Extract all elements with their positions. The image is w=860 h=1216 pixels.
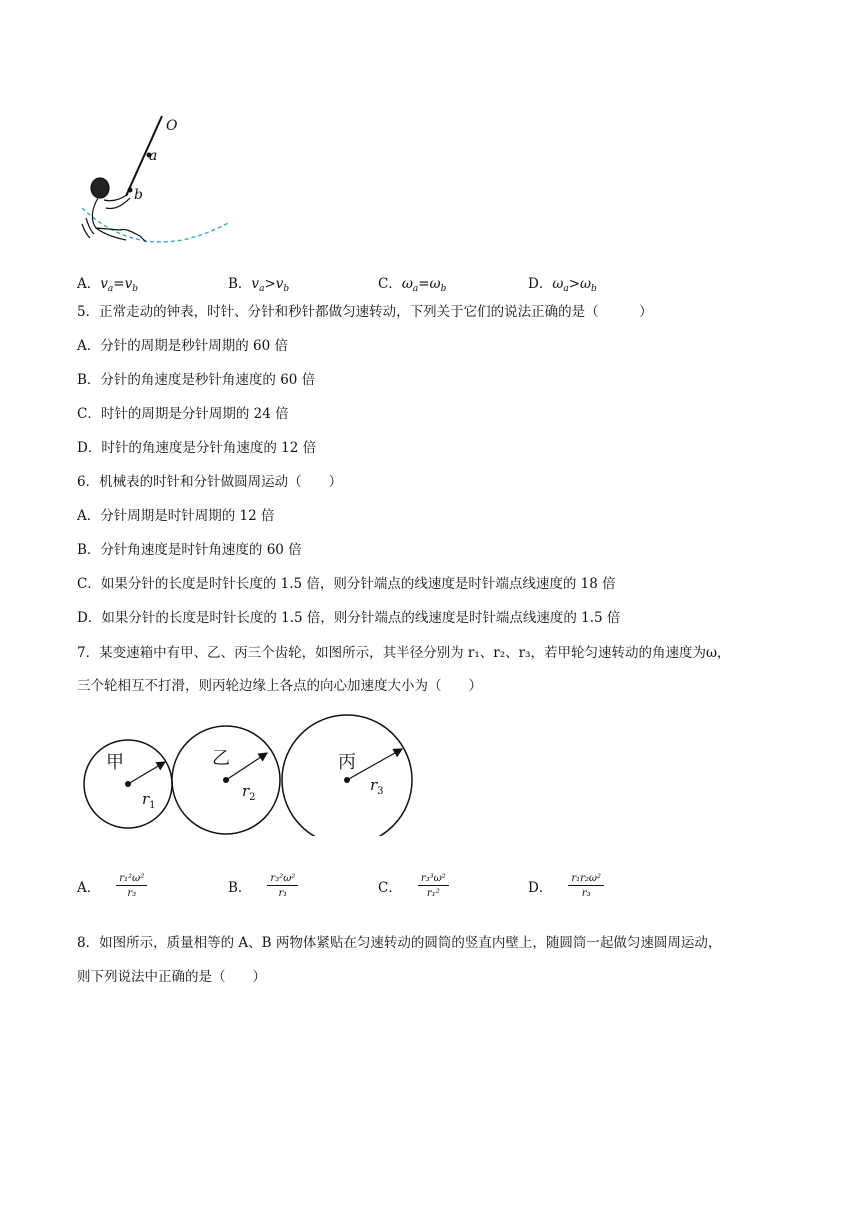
gear-yi-name: 乙 [212, 748, 230, 769]
q7-stem-line1: 7．某变速箱中有甲、乙、丙三个齿轮，如图所示，其半径分别为 r₁、r₂、r₃，若甲轮匀速转动的角速度为ω， [77, 645, 731, 661]
q7-option-b[interactable]: B． $\frac{\text{r₃²ω²}}{\text{r₁}}$ [228, 873, 298, 899]
q5-option-b[interactable]: B．分针的角速度是秒针角速度的 60 倍 [77, 372, 316, 388]
q4-option-d[interactable]: D．$\omega_a>\omega_b$ [528, 276, 597, 294]
q5-option-c[interactable]: C．时针的周期是分针周期的 24 倍 [77, 406, 289, 422]
swing-trajectory-arc [82, 208, 230, 242]
gears-figure [80, 710, 420, 836]
q6-option-a[interactable]: A．分针周期是时针周期的 12 倍 [77, 508, 275, 524]
gear-jia-name: 甲 [106, 752, 124, 773]
gear-bing-radius: $r_3$ [370, 776, 384, 797]
gear-yi-radius: $r_2$ [242, 782, 256, 803]
gear-jia-radius: $r_1$ [142, 790, 156, 811]
q6-option-d[interactable]: D．如果分针的长度是时针长度的 1.5 倍，则分针端点的线速度是时针端点线速度的 1.5 倍 [77, 610, 621, 626]
q4-option-a[interactable]: A．$v_a=v_b$ [77, 276, 138, 294]
label-b: b [134, 187, 143, 203]
q7-option-c[interactable]: C． $\frac{\text{r₃³ω²}}{\text{r₁²}}$ [378, 873, 449, 899]
q5-option-a[interactable]: A．分针的周期是秒针周期的 60 倍 [77, 338, 289, 354]
q6-stem: 6．机械表的时针和分针做圆周运动（ ） [77, 474, 343, 490]
q4-option-c[interactable]: C．$\omega_a=\omega_b$ [378, 276, 447, 294]
q7-option-a[interactable]: A． $\frac{\text{r₁²ω²}}{\text{r₃}}$ [77, 873, 147, 899]
q5-option-d[interactable]: D．时针的角速度是分针角速度的 12 倍 [77, 440, 317, 456]
gear-bing-name: 丙 [338, 752, 356, 773]
q4-option-b[interactable]: B．$v_a>v_b$ [228, 276, 290, 294]
swing-figure [76, 108, 246, 253]
q8-stem-line1: 8．如图所示，质量相等的 A、B 两物体紧贴在匀速转动的圆筒的竖直内壁上，随圆筒一起做匀速圆周运动， [77, 935, 722, 951]
label-O: O [166, 118, 178, 134]
gear-bing [282, 715, 412, 836]
q7-option-d[interactable]: D． $\frac{\text{r₁r₂ω²}}{\text{r₃}}$ [528, 873, 604, 899]
q7-stem-line2: 三个轮相互不打滑，则丙轮边缘上各点的向心加速度大小为（ ） [77, 678, 482, 694]
q8-stem-line2: 则下列说法中正确的是（ ） [77, 969, 266, 985]
q5-stem: 5．正常走动的钟表，时针、分针和秒针都做匀速转动，下列关于它们的说法正确的是（ ） [77, 304, 653, 320]
point-b [128, 188, 133, 193]
q6-option-b[interactable]: B．分针角速度是时针角速度的 60 倍 [77, 542, 302, 558]
label-a: a [149, 148, 158, 164]
q6-option-c[interactable]: C．如果分针的长度是时针长度的 1.5 倍，则分针端点的线速度是时针端点线速度的 18 倍 [77, 576, 616, 592]
